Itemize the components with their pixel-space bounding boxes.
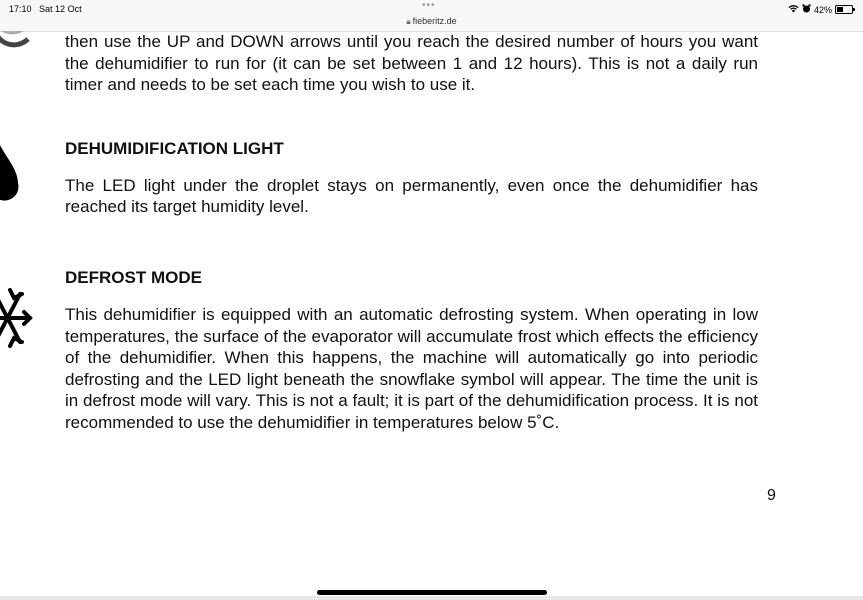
url-text: fieberitz.de [412, 16, 457, 26]
bottom-edge [0, 596, 863, 600]
address-bar[interactable] [0, 16, 863, 27]
alarm-icon [802, 4, 811, 15]
page-number: 9 [767, 487, 776, 504]
status-date: Sat 12 Oct [39, 4, 82, 14]
droplet-icon [0, 141, 20, 203]
section-heading-defrost-mode: DEFROST MODE [65, 267, 202, 287]
battery-icon [835, 5, 853, 14]
timer-icon [0, 31, 32, 51]
battery-percent: 42% [813, 4, 832, 15]
status-time: 17:10 [9, 4, 32, 14]
home-indicator[interactable] [317, 590, 547, 595]
section-text-defrost-mode: This dehumidifier is equipped with an automatic defrosting system. When operating in low temperatures, the surface of the evaporator will accumulate frost which effects the efficiency of the dehumidifier. When this happens, the machine will automatically go into periodic defrosting and the LED light beneath the snowflake symbol will appear. The time the unit is in defrost mode will vary. This is not a fault; it is part of the dehumidification process. It is not recommended to use the dehumidifier in temperatures below 5˚C. [65, 304, 758, 432]
section-heading-dehumidification-light: DEHUMIDIFICATION LIGHT [65, 138, 284, 158]
status-time-date [9, 4, 82, 14]
document-body [65, 31, 758, 434]
status-indicators [788, 4, 853, 15]
status-bar [0, 0, 863, 32]
snowflake-icon [0, 284, 34, 352]
wifi-icon [788, 4, 799, 15]
intro-paragraph: then use the UP and DOWN arrows until you reach the desired number of hours you want the dehumidifier to run for (it can be set between 1 and 12 hours). This is not a daily run timer and needs to be set each time you wish to use it. [65, 32, 758, 95]
lock-icon: 🔒︎ [406, 17, 411, 26]
section-text-dehumidification-light: The LED light under the droplet stays on permanently, even once the dehumidifier has reached its target humidity level. [65, 175, 758, 217]
tab-overview-dots[interactable]: ••• [422, 0, 436, 11]
